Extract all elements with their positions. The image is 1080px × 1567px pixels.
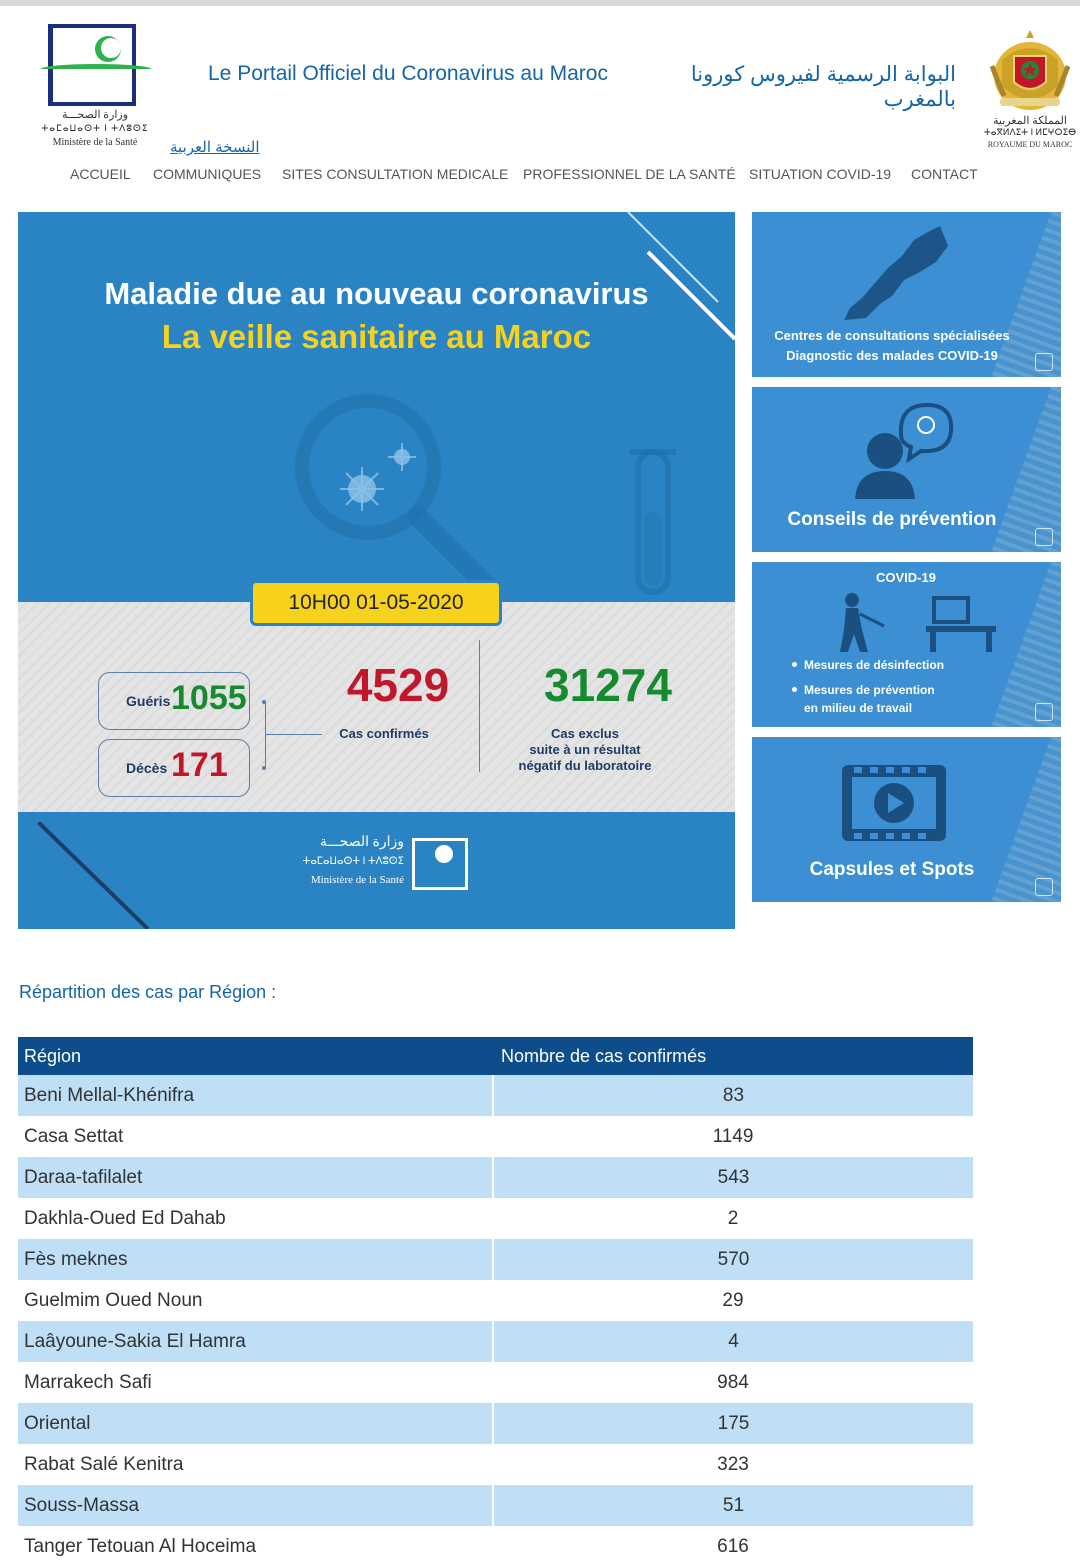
- excluded-value: 31274: [544, 659, 672, 711]
- region-cases: 323: [717, 1453, 749, 1475]
- ministry-logo-arabic: وزارة الصحـــة: [61, 109, 129, 121]
- banner-ministry-arabic: وزارة الصحـــة: [319, 835, 404, 850]
- excluded-label-1: Cas exclus: [551, 726, 619, 741]
- region-cases-table: [18, 1037, 973, 1567]
- nav-sites-consultation[interactable]: SITES CONSULTATION MEDICALE: [282, 166, 509, 182]
- region-name: Tanger Tetouan Al Hoceima: [24, 1535, 257, 1557]
- excluded-label-2: suite à un résultat: [529, 742, 641, 757]
- table-row: [18, 1116, 973, 1157]
- nav-accueil[interactable]: ACCUEIL: [70, 166, 131, 182]
- tile-conseils-prevention[interactable]: [752, 387, 1061, 552]
- region-section-title: Répartition des cas par Région :: [19, 982, 277, 1002]
- emblem-arabic: المملكة المغربية: [993, 115, 1067, 127]
- recovered-label: Guéris: [126, 693, 171, 709]
- nav-situation-covid[interactable]: SITUATION COVID-19: [749, 166, 892, 182]
- banner-ministry-tifinagh: ⵜⴰⵎⴰⵡⴰⵙⵜ ⵏ ⵜⴷⵓⵙⵉ: [302, 856, 404, 867]
- table-row: [18, 1157, 973, 1198]
- region-name: Marrakech Safi: [24, 1371, 152, 1393]
- deaths-box: [98, 739, 250, 797]
- region-name: Daraa-tafilalet: [18, 1157, 493, 1198]
- report-datetime-badge: 10H00 01-05-2020: [250, 580, 502, 626]
- table-row: [18, 1280, 973, 1321]
- nav-contact[interactable]: CONTACT: [911, 166, 978, 182]
- ministry-logo-mark: [48, 24, 136, 106]
- main-nav: [0, 166, 1080, 188]
- tile-capsules-spots[interactable]: [752, 737, 1061, 902]
- kingdom-emblem: [982, 16, 1078, 156]
- decorative-line-icon: [38, 822, 158, 929]
- deaths-value: 171: [171, 746, 228, 784]
- tile-covid-mesures[interactable]: [752, 562, 1061, 727]
- tile-capsules-label: Capsules et Spots: [809, 859, 975, 880]
- table-row: [18, 1485, 973, 1526]
- region-cases: 1149: [712, 1125, 754, 1147]
- tile-covid-bullet2-a: Mesures de prévention: [804, 683, 935, 697]
- morocco-map-icon: [840, 222, 950, 322]
- tile-centres-line2: Diagnostic des malades COVID-19: [786, 348, 998, 363]
- person-idea-icon: [847, 399, 957, 499]
- table-row: [18, 1526, 973, 1567]
- excluded-label-3: négatif du laboratoire: [518, 758, 652, 773]
- region-cases: 4: [493, 1321, 973, 1362]
- magnifier-virus-icon: [288, 387, 528, 602]
- mini-logo-icon: [1035, 703, 1053, 721]
- region-cases: 29: [722, 1289, 744, 1311]
- portal-title-arabic: البوابة الرسمية لفيروس كورونا بالمغرب: [690, 63, 956, 111]
- banner-ministry-french: Ministère de la Santé: [310, 874, 404, 886]
- top-bar: [0, 0, 1080, 6]
- recovered-value: 1055: [171, 679, 247, 717]
- column-header-cases: Nombre de cas confirmés: [493, 1037, 973, 1075]
- region-cases: 984: [717, 1371, 749, 1393]
- banner-ministry-logo: [288, 834, 468, 904]
- tile-conseils-label: Conseils de prévention: [787, 509, 997, 530]
- region-name: Souss-Massa: [18, 1485, 493, 1526]
- banner-headline-1: Maladie due au nouveau coronavirus: [104, 276, 649, 311]
- table-row: [18, 1403, 973, 1444]
- nav-communiques[interactable]: COMMUNIQUES: [153, 166, 262, 182]
- deaths-label: Décès: [126, 760, 168, 776]
- region-cases: 543: [493, 1157, 973, 1198]
- video-film-icon: [840, 763, 948, 843]
- banner-headline-2: La veille sanitaire au Maroc: [161, 318, 592, 355]
- region-name: Guelmim Oued Noun: [24, 1289, 203, 1311]
- portal-title-french: Le Portail Officiel du Coronavirus au Maroc: [208, 62, 608, 85]
- region-name: Laâyoune-Sakia El Hamra: [18, 1321, 493, 1362]
- mini-logo-icon: [1035, 528, 1053, 546]
- disinfection-workspace-icon: [822, 590, 1002, 654]
- confirmed-label: Cas confirmés: [339, 726, 429, 741]
- table-row: [18, 1444, 973, 1485]
- test-tube-icon: [618, 442, 688, 602]
- tile-covid-bullet1: Mesures de désinfection: [804, 658, 945, 672]
- region-name: Rabat Salé Kenitra: [24, 1453, 184, 1475]
- region-cases: 616: [717, 1535, 749, 1557]
- region-name: Dakhla-Oued Ed Dahab: [24, 1207, 226, 1229]
- table-row: [18, 1239, 973, 1280]
- region-cases: 51: [493, 1485, 973, 1526]
- region-name: Beni Mellal-Khénifra: [18, 1075, 493, 1116]
- main-banner[interactable]: [18, 212, 735, 929]
- recovered-box: [98, 672, 250, 730]
- emblem-tifinagh: ⵜⴰⴳⵍⴷⵉⵜ ⵏ ⵍⵎⵖⵔⵉⴱ: [983, 127, 1077, 137]
- royal-crest-icon: [990, 26, 1070, 114]
- region-cases: 175: [493, 1403, 973, 1444]
- region-name: Oriental: [18, 1403, 493, 1444]
- emblem-french: ROYAUME DU MAROC: [987, 140, 1073, 149]
- ministry-logo-tifinagh: ⵜⴰⵎⴰⵡⴰⵙⵜ ⵏ ⵜⴷⵓⵙⵉ: [41, 123, 149, 133]
- region-name: Casa Settat: [24, 1125, 124, 1147]
- column-header-region: Région: [18, 1037, 493, 1075]
- mini-logo-icon: [1035, 353, 1053, 371]
- table-row: [18, 1075, 973, 1116]
- tile-covid-title: COVID-19: [876, 570, 936, 585]
- nav-professionnel-sante[interactable]: PROFESSIONNEL DE LA SANTÉ: [523, 166, 736, 182]
- region-cases: 83: [493, 1075, 973, 1116]
- region-cases: 2: [727, 1207, 739, 1229]
- tile-covid-bullet2-b: en milieu de travail: [804, 701, 913, 715]
- arabic-version-link[interactable]: النسخة العربية: [170, 139, 260, 156]
- table-row: [18, 1321, 973, 1362]
- tile-centres-consultation[interactable]: [752, 212, 1061, 377]
- ministry-logo[interactable]: [40, 20, 150, 155]
- mini-logo-icon: [1035, 878, 1053, 896]
- region-cases: 570: [493, 1239, 973, 1280]
- table-header-row: [18, 1037, 973, 1075]
- tile-centres-line1: Centres de consultations spécialisées: [774, 328, 1010, 343]
- ministry-logo-french: Ministère de la Santé: [52, 137, 138, 148]
- region-name: Fès meknes: [18, 1239, 493, 1280]
- table-row: [18, 1198, 973, 1239]
- confirmed-value: 4529: [346, 659, 450, 711]
- table-row: [18, 1362, 973, 1403]
